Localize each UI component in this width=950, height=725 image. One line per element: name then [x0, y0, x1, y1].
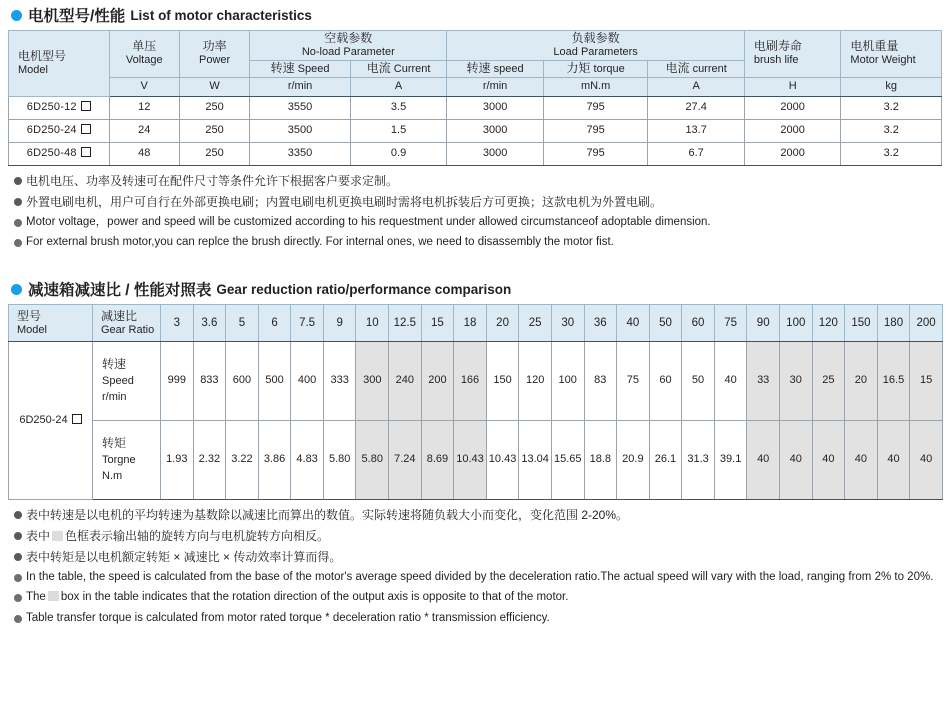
th-t2-ratio: [93, 305, 161, 342]
cell-power: 250: [179, 96, 249, 119]
section1-title-cn: 电机型号/性能: [28, 8, 126, 25]
cell-value: 4.83: [291, 421, 324, 500]
section2-title-cn: 减速箱减速比 / 性能对照表: [28, 282, 212, 299]
th-noload-speed-cn: 转速: [270, 60, 295, 75]
th-ratio: 150: [845, 305, 878, 342]
note-item: [14, 214, 942, 231]
th-noload-speed: [250, 60, 351, 77]
cell-value: 3.86: [258, 421, 291, 500]
th-motor-weight-cn: 电机重量: [850, 39, 899, 54]
cell-row-label: [93, 342, 161, 421]
cell-voltage: 24: [109, 119, 179, 142]
th-load-torque: [543, 60, 648, 77]
table2-body: [9, 342, 943, 500]
table-row: [9, 119, 942, 142]
row-label-unit: r/min: [102, 390, 127, 403]
table1-header-row-1: [9, 31, 942, 61]
th-ratio: 10: [356, 305, 389, 342]
th-ratio: 5: [226, 305, 259, 342]
th-motor-weight: [841, 31, 942, 78]
unit-load-speed: r/min: [447, 77, 544, 96]
table-row: [9, 421, 943, 500]
unit-brush-life: H: [744, 77, 841, 96]
cell-value: 100: [551, 342, 584, 421]
note-text: 表中转速是以电机的平均转速为基数除以减速比而算出的数值。实际转速将随负载大小而变化，变化范围 2-20%。: [26, 508, 629, 522]
row-label-en: Torgne: [102, 453, 136, 466]
th-ratio: 12.5: [389, 305, 422, 342]
cell-ld-torque: 795: [543, 96, 648, 119]
th-ratio: 18: [454, 305, 487, 342]
cell-value: 25: [812, 342, 845, 421]
model-text: 6D250-24: [19, 413, 68, 426]
th-motor-weight-en: Motor Weight: [850, 54, 916, 67]
cell-value: 20.9: [617, 421, 650, 500]
note-text: In the table, the speed is calculated from the base of the motor's average speed divided by the deceleration ratio.The actual speed will vary with the load, ranging from 2% to 20%.: [26, 571, 934, 583]
cell-value: 83: [584, 342, 617, 421]
model-text: 6D250-12: [26, 100, 77, 113]
table1-body: [9, 96, 942, 165]
section2-title-en: Gear reduction ratio/performance comparison: [216, 281, 512, 297]
cell-value: 40: [714, 342, 747, 421]
checkbox-square-icon: [81, 124, 91, 134]
th-ratio: 36: [584, 305, 617, 342]
cell-value: 40: [779, 421, 812, 500]
th-ratio: 90: [747, 305, 780, 342]
note-text: For external brush motor,you can replce the brush directly. For internal ones, we need to disassembly the motor fist.: [26, 235, 614, 248]
cell-value: 8.69: [421, 421, 454, 500]
note-item: [14, 548, 942, 566]
cell-model: [9, 96, 110, 119]
cell-weight: 3.2: [841, 96, 942, 119]
cell-value: 40: [910, 421, 943, 500]
cell-row-label: [93, 421, 161, 500]
th-load-current-en: current: [692, 62, 727, 75]
cell-ld-torque: 795: [543, 142, 648, 165]
th-power: [179, 31, 249, 78]
cell-ld-speed: 3000: [447, 96, 544, 119]
th-t2-model-en: Model: [17, 323, 47, 336]
cell-voltage: 12: [109, 96, 179, 119]
bullet-dot-icon: [14, 239, 22, 247]
th-brush-life-en: brush life: [753, 54, 799, 67]
cell-voltage: 48: [109, 142, 179, 165]
th-ratio: 180: [877, 305, 910, 342]
bullet-dot-icon: [14, 198, 22, 206]
gear-ratio-table: [8, 304, 943, 500]
cell-value: 40: [812, 421, 845, 500]
th-noload-current-cn: 电流: [366, 60, 391, 75]
bullet-dot-icon: [14, 594, 22, 602]
row-label-unit: N.m: [102, 469, 123, 482]
cell-ld-speed: 3000: [447, 142, 544, 165]
th-ratio: 7.5: [291, 305, 324, 342]
bullet-dot-icon: [11, 10, 22, 21]
cell-value: 39.1: [714, 421, 747, 500]
th-load-torque-cn: 力矩: [566, 60, 591, 75]
cell-ld-speed: 3000: [447, 119, 544, 142]
th-ratio: 100: [779, 305, 812, 342]
note-text: 表中转矩是以电机额定转矩 × 减速比 × 传动效率计算而得。: [26, 550, 342, 564]
th-ratio: 3: [161, 305, 194, 342]
bullet-dot-icon-2: [11, 284, 22, 295]
cell-value: 3.22: [226, 421, 259, 500]
cell-value: 7.24: [389, 421, 422, 500]
th-ratio: 40: [617, 305, 650, 342]
cell-value: 10.43: [454, 421, 487, 500]
note-text: 外置电刷电机，用户可自行在外部更换电刷；内置电刷电机更换电刷时需将电机拆装后方可更换；这款电机为外置电刷。: [26, 194, 663, 209]
cell-value: 833: [193, 342, 226, 421]
th-t2-model: [9, 305, 93, 342]
cell-value: 33: [747, 342, 780, 421]
table-row: [9, 142, 942, 165]
cell-model-label: [9, 342, 93, 500]
note-item: [14, 234, 942, 251]
cell-value: 15: [910, 342, 943, 421]
row-label-en: Speed: [102, 374, 134, 387]
cell-value: 26.1: [649, 421, 682, 500]
th-noload-group: [250, 31, 447, 61]
section-heading-motor-characteristics: [8, 0, 942, 30]
unit-noload-speed: r/min: [250, 77, 351, 96]
cell-value: 240: [389, 342, 422, 421]
cell-brush-life: 2000: [744, 119, 841, 142]
th-load-current: [648, 60, 745, 77]
th-ratio: 120: [812, 305, 845, 342]
bullet-dot-icon: [14, 574, 22, 582]
cell-ld-current: 27.4: [648, 96, 745, 119]
th-power-cn: 功率: [202, 39, 227, 54]
th-noload-current: [350, 60, 447, 77]
note-item: [14, 193, 942, 211]
cell-value: 5.80: [356, 421, 389, 500]
th-voltage-cn: 单压: [132, 39, 157, 54]
cell-ld-current: 6.7: [648, 142, 745, 165]
th-model: [9, 31, 110, 97]
cell-model: [9, 119, 110, 142]
th-brush-life-cn: 电刷寿命: [753, 39, 802, 54]
note-item: [14, 569, 942, 586]
th-noload-cn: 空载参数: [324, 31, 373, 45]
gray-box-swatch-icon: [48, 591, 59, 601]
checkbox-square-icon: [72, 414, 82, 424]
cell-nl-current: 1.5: [350, 119, 447, 142]
cell-value: 15.65: [551, 421, 584, 500]
section1-title-en: List of motor characteristics: [130, 7, 312, 23]
cell-power: 250: [179, 142, 249, 165]
note-item: [14, 589, 942, 606]
row-label-cn: 转速: [102, 357, 127, 372]
note-item: [14, 610, 942, 627]
th-t2-ratio-cn: 减速比: [101, 308, 138, 323]
section-heading-gear-ratio: [8, 274, 942, 304]
unit-voltage: V: [109, 77, 179, 96]
table-row: [9, 96, 942, 119]
unit-noload-current: A: [350, 77, 447, 96]
cell-value: 120: [519, 342, 552, 421]
gear-notes-list: [8, 500, 942, 627]
th-load-speed-en: speed: [493, 62, 524, 75]
cell-value: 200: [421, 342, 454, 421]
note-item: [14, 527, 942, 545]
model-text: 6D250-48: [26, 146, 77, 159]
note-text: The box in the table indicates that the rotation direction of the output axis is opposite to that of the motor.: [26, 591, 569, 604]
cell-value: 400: [291, 342, 324, 421]
th-load-current-cn: 电流: [665, 60, 690, 75]
cell-weight: 3.2: [841, 119, 942, 142]
cell-ld-torque: 795: [543, 119, 648, 142]
cell-value: 2.32: [193, 421, 226, 500]
unit-load-torque: mN.m: [543, 77, 648, 96]
unit-motor-weight: kg: [841, 77, 942, 96]
th-ratio: 15: [421, 305, 454, 342]
cell-brush-life: 2000: [744, 96, 841, 119]
th-load-speed-cn: 转速: [466, 60, 491, 75]
checkbox-square-icon: [81, 101, 91, 111]
note-text: 电机电压、功率及转速可在配件尺寸等条件允许下根据客户要求定制。: [26, 173, 399, 188]
table2-head: [9, 305, 943, 342]
th-ratio: 60: [682, 305, 715, 342]
th-model-cn: 电机型号: [18, 48, 67, 63]
checkbox-square-icon: [81, 147, 91, 157]
cell-value: 999: [161, 342, 194, 421]
th-ratio: 25: [519, 305, 552, 342]
unit-load-current: A: [648, 77, 745, 96]
th-ratio: 20: [486, 305, 519, 342]
th-load-speed: [447, 60, 544, 77]
table1-head: [9, 31, 942, 97]
bullet-dot-icon: [14, 532, 22, 540]
th-ratio: 200: [910, 305, 943, 342]
cell-value: 60: [649, 342, 682, 421]
th-noload-current-en: Current: [393, 62, 431, 75]
bullet-dot-icon: [14, 615, 22, 623]
note-item: [14, 172, 942, 190]
note-text: 表中 色框表示输出轴的旋转方向与电机旋转方向相反。: [26, 529, 330, 543]
table2-header-row: [9, 305, 943, 342]
note-text: Motor voltage，power and speed will be customized according to his requestment under allowed circumstanceof adoptable dimension.: [26, 215, 711, 228]
cell-value: 20: [845, 342, 878, 421]
gray-box-swatch-icon: [52, 531, 63, 541]
th-load-en: Load Parameters: [553, 46, 638, 58]
cell-brush-life: 2000: [744, 142, 841, 165]
cell-power: 250: [179, 119, 249, 142]
unit-power: W: [179, 77, 249, 96]
th-noload-en: No-load Parameter: [301, 46, 395, 58]
cell-value: 300: [356, 342, 389, 421]
cell-nl-current: 0.9: [350, 142, 447, 165]
cell-value: 150: [486, 342, 519, 421]
th-ratio: 50: [649, 305, 682, 342]
table1-unit-row: [9, 77, 942, 96]
bullet-dot-icon: [14, 177, 22, 185]
bullet-dot-icon: [14, 219, 22, 227]
cell-value: 40: [747, 421, 780, 500]
motor-notes-list: [8, 166, 942, 252]
th-t2-model-cn: 型号: [17, 308, 42, 323]
cell-ld-current: 13.7: [648, 119, 745, 142]
cell-nl-speed: 3500: [250, 119, 351, 142]
th-model-en: Model: [18, 63, 48, 76]
cell-model: [9, 142, 110, 165]
cell-value: 5.80: [323, 421, 356, 500]
cell-value: 30: [779, 342, 812, 421]
cell-value: 10.43: [486, 421, 519, 500]
cell-value: 166: [454, 342, 487, 421]
th-load-cn: 负载参数: [571, 31, 620, 45]
cell-value: 500: [258, 342, 291, 421]
bullet-dot-icon: [14, 553, 22, 561]
cell-value: 13.04: [519, 421, 552, 500]
bullet-dot-icon: [14, 511, 22, 519]
th-ratio: 75: [714, 305, 747, 342]
th-voltage: [109, 31, 179, 78]
motor-characteristics-table: [8, 30, 942, 166]
th-load-torque-en: torque: [593, 62, 625, 75]
table-row: [9, 342, 943, 421]
th-noload-speed-en: Speed: [297, 62, 330, 75]
cell-value: 75: [617, 342, 650, 421]
cell-nl-speed: 3550: [250, 96, 351, 119]
cell-value: 40: [877, 421, 910, 500]
cell-value: 18.8: [584, 421, 617, 500]
th-power-en: Power: [199, 54, 231, 67]
cell-value: 50: [682, 342, 715, 421]
model-text: 6D250-24: [26, 123, 77, 136]
cell-value: 31.3: [682, 421, 715, 500]
cell-nl-current: 3.5: [350, 96, 447, 119]
cell-value: 1.93: [161, 421, 194, 500]
cell-value: 333: [323, 342, 356, 421]
th-ratio: 6: [258, 305, 291, 342]
cell-weight: 3.2: [841, 142, 942, 165]
cell-value: 40: [845, 421, 878, 500]
th-t2-ratio-en: Gear Ratio: [101, 323, 155, 336]
th-ratio: 30: [551, 305, 584, 342]
cell-nl-speed: 3350: [250, 142, 351, 165]
cell-value: 600: [226, 342, 259, 421]
th-load-group: [447, 31, 745, 61]
note-text: Table transfer torque is calculated from motor rated torque * deceleration ratio * transmission efficiency.: [26, 611, 550, 624]
th-ratio: 9: [323, 305, 356, 342]
th-voltage-en: Voltage: [125, 54, 163, 67]
note-item: [14, 506, 942, 524]
th-brush-life: [744, 31, 841, 78]
th-ratio: 3.6: [193, 305, 226, 342]
cell-value: 16.5: [877, 342, 910, 421]
row-label-cn: 转矩: [102, 436, 127, 451]
